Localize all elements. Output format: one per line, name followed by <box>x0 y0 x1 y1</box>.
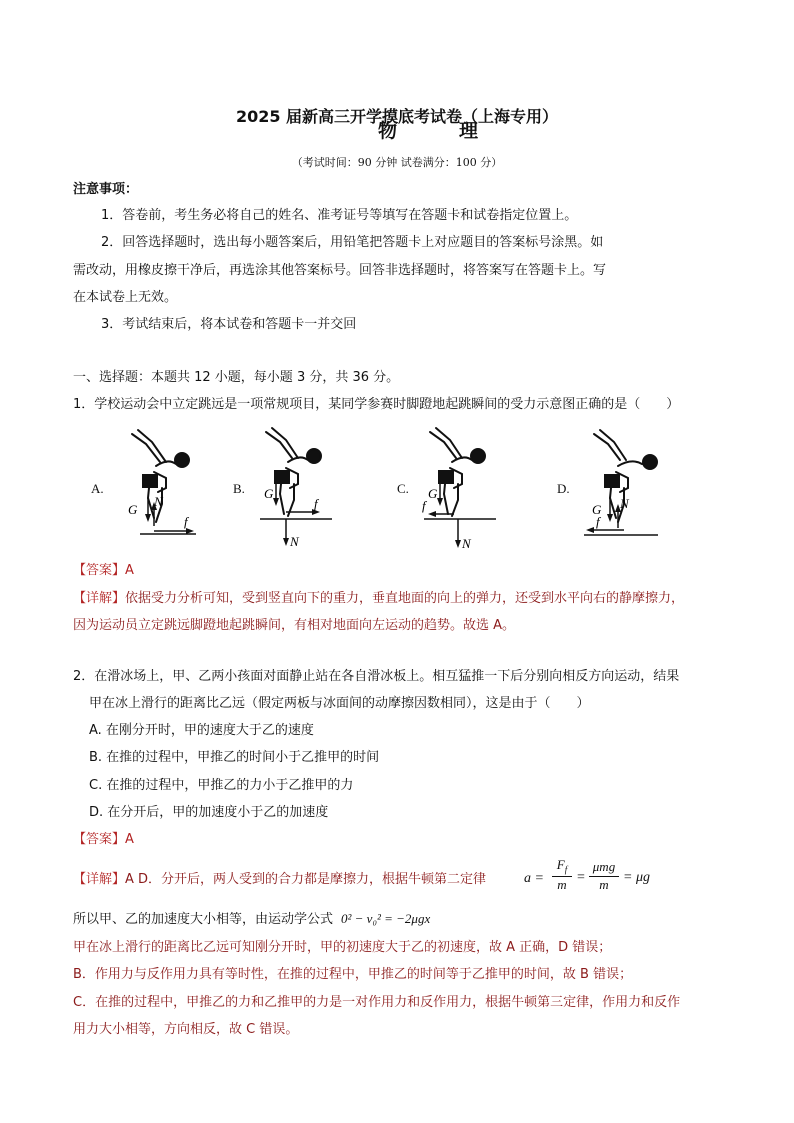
q1-figure-c <box>418 422 518 552</box>
exam-info: （考试时间：90 分钟 试卷满分：100 分） <box>291 156 503 169</box>
q1-option-a-label: A. <box>91 481 104 496</box>
q2-answer-tag: 【答案】 <box>73 832 126 847</box>
q2-detail-line-1 <box>73 871 486 889</box>
q1-figure-a <box>110 422 210 552</box>
q1-d-g-label: G <box>592 502 602 517</box>
exam-title: 2025 届新高三开学摸底考试卷（上海专用） <box>235 107 559 126</box>
notice-item-2-line-1: 2．回答选择题时，选出每小题答案后，用铅笔把答题卡上对应题目的答案标号涂黑。如 <box>101 235 604 250</box>
q2-eq1-frac1-den: m <box>557 877 567 892</box>
q2-eq1-rhs: = μg <box>623 870 650 885</box>
q1-a-g-label: G <box>128 502 138 517</box>
q2-option-d: D. 在分开后，甲的加速度小于乙的加速度 <box>89 805 329 820</box>
notice-heading: 注意事项： <box>73 182 139 197</box>
q2-eq1-f-symbol: F <box>556 857 565 872</box>
q1-figure-b <box>252 422 352 552</box>
q1-c-f-label: f <box>422 498 426 513</box>
q2-detail-line-5: C．在推的过程中，甲推乙的力和乙推甲的力是一对作用力和反作用力，根据牛顿第三定律，作用力和反作 <box>73 995 681 1010</box>
q1-detail-line-2: 因为运动员立定跳远脚蹬地起跳瞬间，有相对地面向左运动的趋势。故选 A。 <box>73 618 516 633</box>
section-heading: 一、选择题：本题共 12 小题，每小题 3 分，共 36 分。 <box>73 370 400 385</box>
q2-eq1-frac1-num <box>552 858 572 877</box>
q1-b-g-label: G <box>264 486 274 501</box>
notice-item-2-line-3: 在本试卷上无效。 <box>73 290 178 305</box>
q1-answer-tag: 【答案】 <box>73 563 126 578</box>
q2-eq1-lhs: a = <box>524 871 544 886</box>
q2-detail-line-2 <box>73 910 430 929</box>
q2-detail-line-3: 甲在冰上滑行的距离比乙远可知刚分开时，甲的初速度大于乙的初速度，故 A 正确，D 错误； <box>73 940 612 955</box>
q2-detail-text-1: A D．分开后，两人受到的合力都是摩擦力，根据牛顿第二定律 <box>125 872 487 887</box>
q2-option-c: C. 在推的过程中，甲推乙的力小于乙推甲的力 <box>89 778 354 793</box>
q2-detail-line-6: 用力大小相等，方向相反，故 C 错误。 <box>73 1022 299 1037</box>
q2-eq1-frac2-num: μmg <box>592 859 616 874</box>
q1-option-c-label: C. <box>397 481 409 496</box>
q1-figure-d <box>578 422 678 552</box>
q1-a-n-label: N <box>154 494 163 509</box>
q2-eq1-equals: = <box>577 870 585 885</box>
q2-detail-text-2: 所以甲、乙的加速度大小相等，由运动学公式 <box>73 912 334 927</box>
notice-item-1: 1．答卷前，考生务必将自己的姓名、准考证号等填写在答题卡和试卷指定位置上。 <box>101 208 578 223</box>
q2-eq2: 0² − v₀² = −2μgx <box>341 911 431 926</box>
q1-c-g-label: G <box>428 486 438 501</box>
q1-detail-line-1 <box>73 590 684 608</box>
notice-item-3: 3．考试结束后，将本试卷和答题卡一并交回 <box>101 317 357 332</box>
q1-b-f-label: f <box>314 496 318 511</box>
subject-title: 物理 <box>377 120 540 142</box>
q1-c-n-label: N <box>462 536 471 551</box>
q2-stem-line-1: 2．在滑冰场上，甲、乙两小孩面对面静止站在各自滑冰板上。相互猛推一下后分别向相反方向运动，结果 <box>73 669 680 684</box>
q1-answer <box>73 562 134 580</box>
q1-option-d-label: D. <box>557 481 570 496</box>
q1-option-b-label: B. <box>233 481 245 496</box>
q1-detail-tag: 【详解】 <box>73 591 126 606</box>
q2-stem-line-2: 甲在冰上滑行的距离比乙远（假定两板与冰面间的动摩擦因数相同），这是由于（ ） <box>89 696 590 711</box>
q2-option-b: B. 在推的过程中，甲推乙的时间小于乙推甲的时间 <box>89 750 380 765</box>
q1-d-n-label: N <box>620 496 629 511</box>
q2-eq1-frac2-den: m <box>599 877 609 892</box>
q2-eq1-f-subscript: f <box>564 864 568 875</box>
q2-answer-value: A <box>125 832 134 847</box>
q1-a-f-label: f <box>184 514 188 529</box>
q1-answer-value: A <box>125 563 134 578</box>
q1-b-n-label: N <box>290 534 299 549</box>
q1-detail-text-1: 依据受力分析可知，受到竖直向下的重力，垂直地面的向上的弹力，还受到水平向右的静摩擦力， <box>125 591 685 606</box>
notice-item-2-line-2: 需改动，用橡皮擦干净后，再选涂其他答案标号。回答非选择题时，将答案写在答题卡上。写 <box>73 263 607 278</box>
q2-detail-line-4: B．作用力与反作用力具有等时性，在推的过程中，甲推乙的时间等于乙推甲的时间，故 B 错误； <box>73 967 633 982</box>
q1-stem: 1．学校运动会中立定跳远是一项常规项目，某同学参赛时脚蹬地起跳瞬间的受力示意图正确的是（ ） <box>73 397 680 412</box>
q2-option-a: A. 在刚分开时，甲的速度大于乙的速度 <box>89 723 314 738</box>
q2-detail-tag: 【详解】 <box>73 872 126 887</box>
q2-answer <box>73 831 134 849</box>
q1-d-f-label: f <box>596 514 600 529</box>
